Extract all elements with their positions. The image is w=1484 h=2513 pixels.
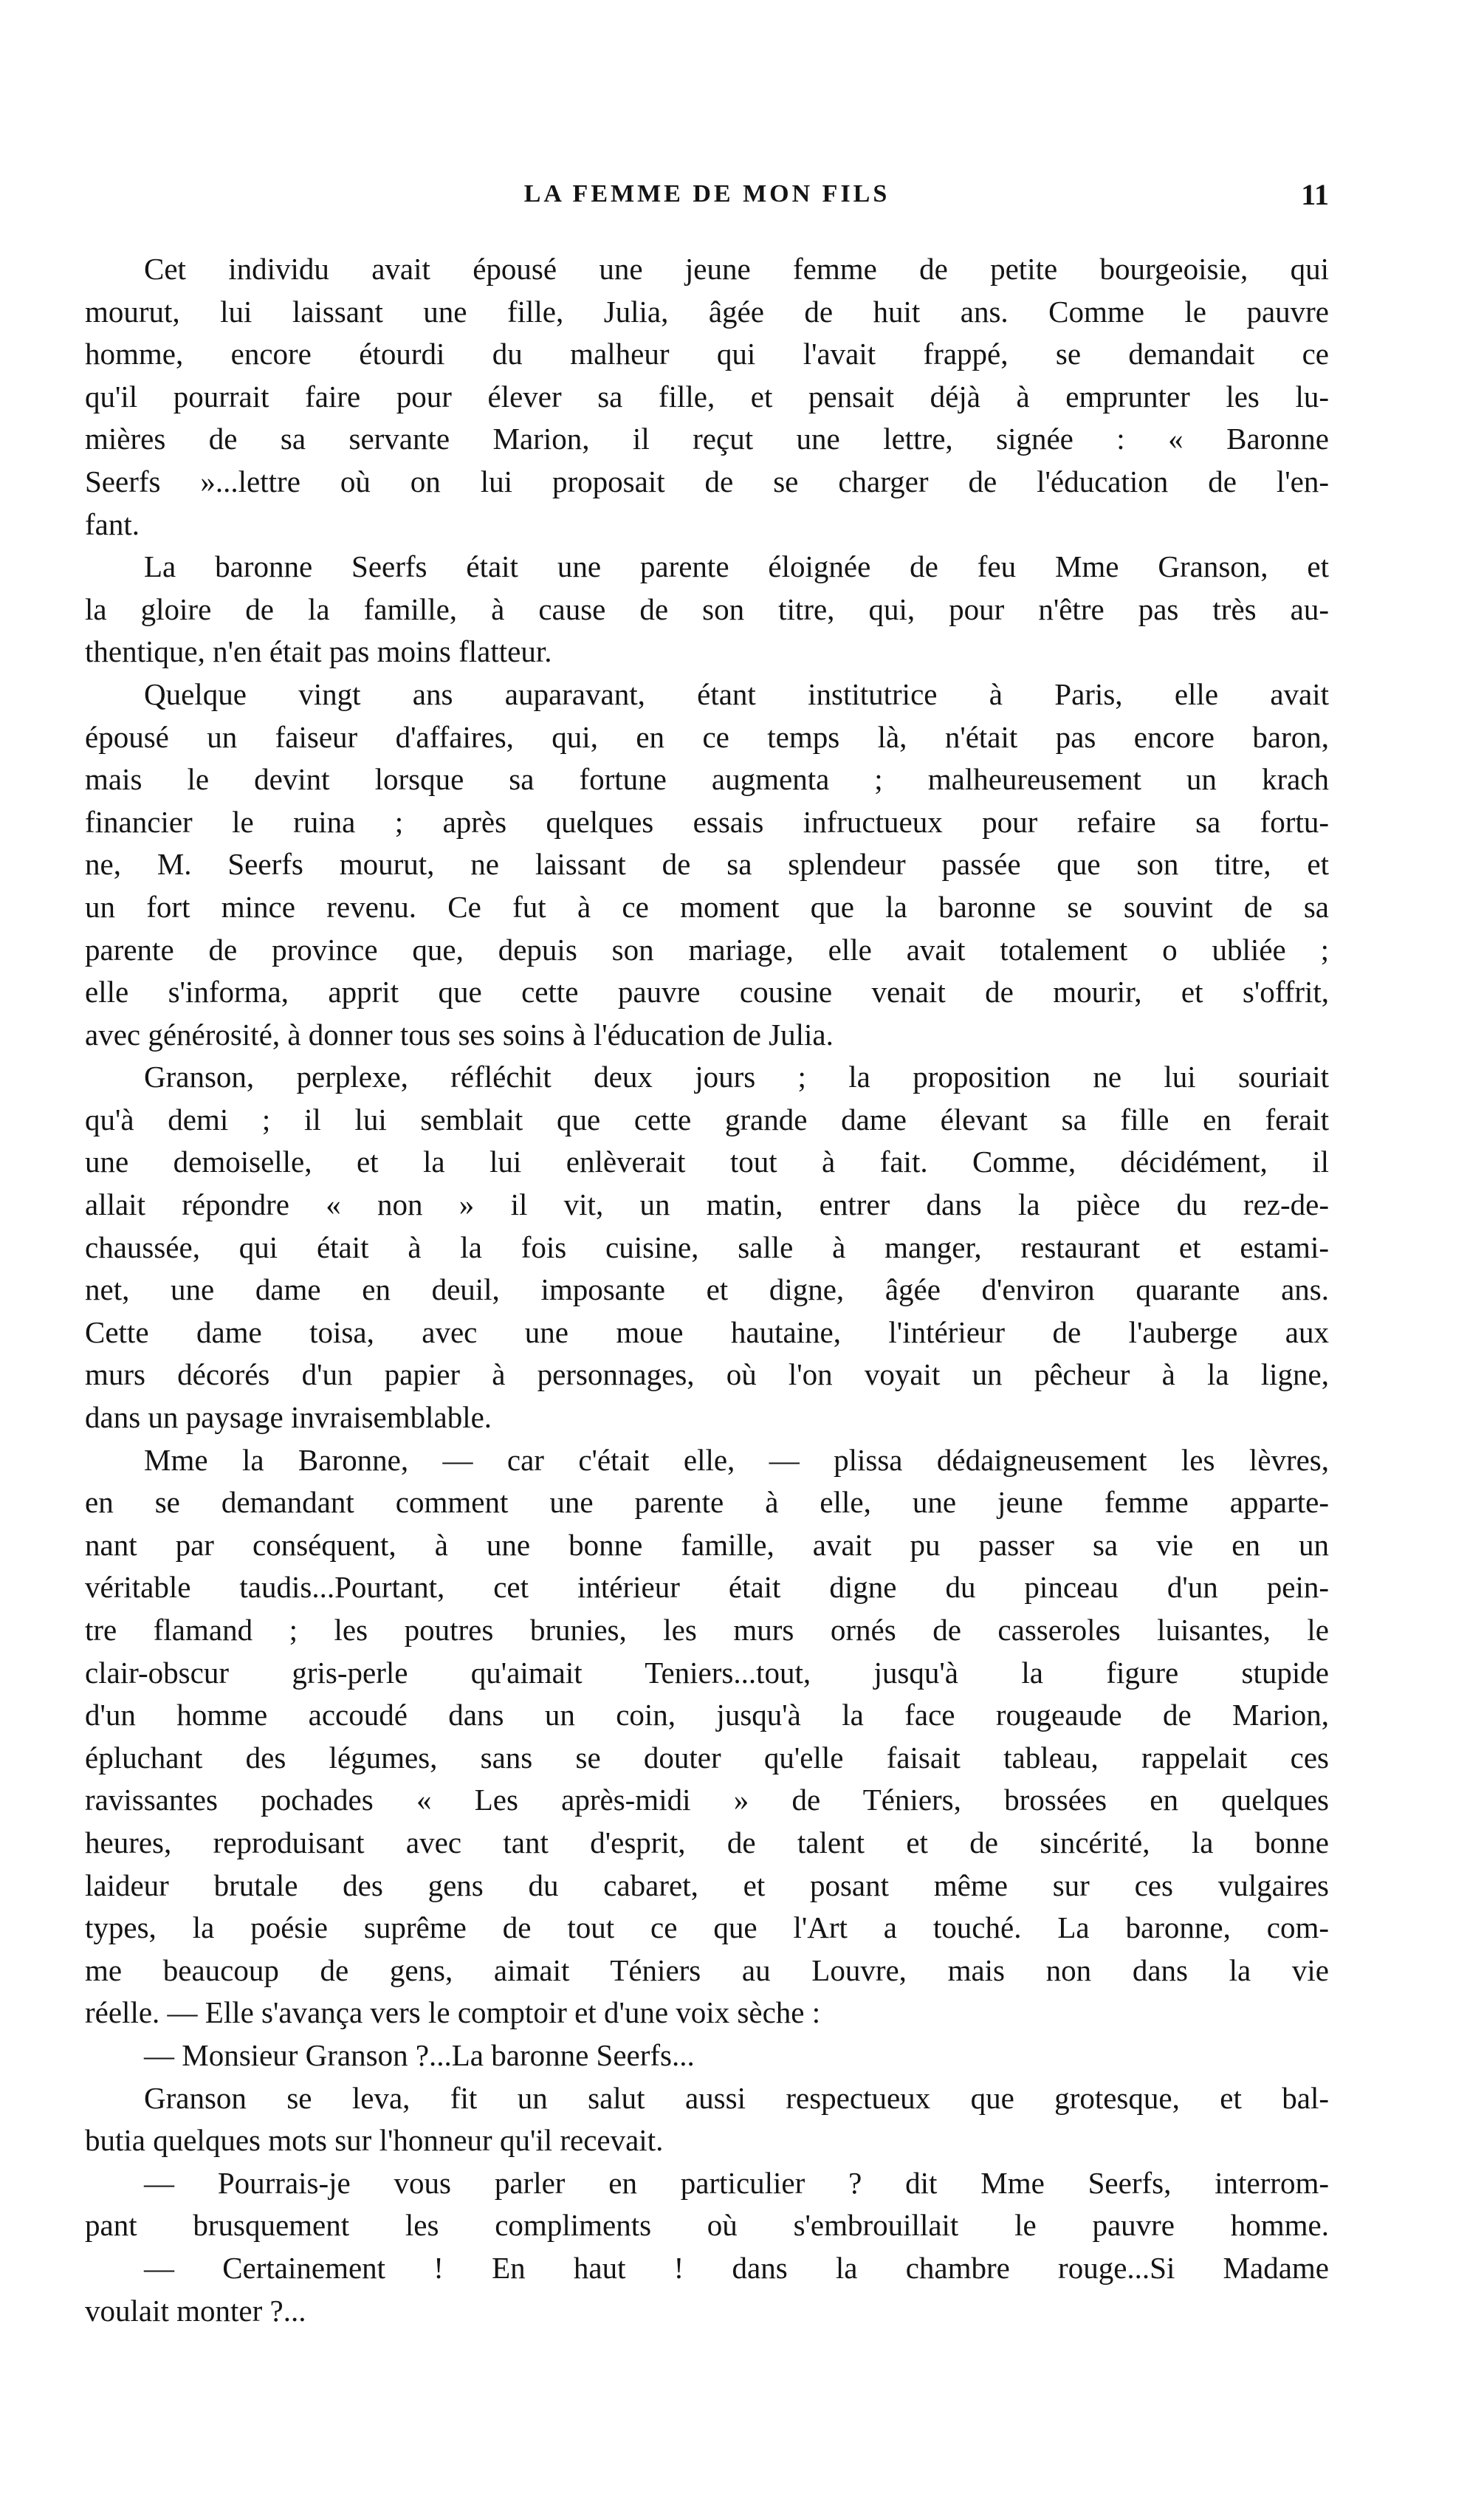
- text-line: nant par conséquent, à une bonne famille, avait pu passer sa vie en un: [85, 1527, 1329, 1562]
- text-line: Mme la Baronne, — car c'était elle, — plissa dédaigneusement les lèvres,: [144, 1442, 1329, 1477]
- body-text: [85, 248, 1329, 2332]
- text-line: ravissantes pochades « Les après-midi » de Téniers, brossées en quelques: [85, 1783, 1329, 1817]
- text-line: fant.: [85, 507, 140, 541]
- text-line: me beaucoup de gens, aimait Téniers au Louvre, mais non dans la vie: [85, 1953, 1329, 1987]
- page-number: 11: [1301, 178, 1329, 211]
- text-line: la gloire de la famille, à cause de son titre, qui, pour n'être pas très au-: [85, 592, 1329, 626]
- text-line: véritable taudis...Pourtant, cet intérieur était digne du pinceau d'un pein-: [85, 1570, 1329, 1605]
- text-line: Granson se leva, fit un salut aussi respectueux que grotesque, et bal-: [144, 2080, 1329, 2115]
- text-line: Quelque vingt ans auparavant, étant institutrice à Paris, elle avait: [144, 676, 1329, 711]
- text-line: mourut, lui laissant une fille, Julia, âgée de huit ans. Comme le pauvre: [85, 294, 1329, 329]
- running-title: LA FEMME DE MON FILS: [523, 180, 890, 208]
- text-line: dans un paysage invraisemblable.: [85, 1400, 492, 1435]
- text-line: allait répondre « non » il vit, un matin, entrer dans la pièce du rez-de-: [85, 1187, 1329, 1222]
- text-line: épousé un faiseur d'affaires, qui, en ce temps là, n'était pas encore baron,: [85, 719, 1329, 754]
- text-line: homme, encore étourdi du malheur qui l'avait frappé, se demandait ce: [85, 337, 1329, 371]
- text-line: Seerfs »...lettre où on lui proposait de se charger de l'éducation de l'en-: [85, 464, 1329, 498]
- text-line: qu'à demi ; il lui semblait que cette grande dame élevant sa fille en ferait: [85, 1102, 1329, 1136]
- text-line: — Certainement ! En haut ! dans la chambre rouge...Si Madame: [144, 2250, 1329, 2285]
- text-line: — Pourrais-je vous parler en particulier ? dit Mme Seerfs, interrom-: [144, 2165, 1329, 2200]
- text-line: La baronne Seerfs était une parente éloignée de feu Mme Granson, et: [144, 549, 1329, 584]
- text-line: une demoiselle, et la lui enlèverait tout à fait. Comme, décidément, il: [85, 1145, 1329, 1179]
- text-line: un fort mince revenu. Ce fut à ce moment que la baronne se souvint de sa: [85, 889, 1329, 924]
- text-line: — Monsieur Granson ?...La baronne Seerfs...: [144, 2037, 695, 2072]
- text-line: elle s'informa, apprit que cette pauvre cousine venait de mourir, et s'offrit,: [85, 975, 1329, 1009]
- text-line: Cette dame toisa, avec une moue hautaine, l'intérieur de l'auberge aux: [85, 1314, 1329, 1349]
- text-line: parente de province que, depuis son mariage, elle avait totalement o ubliée ;: [85, 932, 1329, 967]
- text-line: voulait monter ?...: [85, 2293, 306, 2328]
- text-line: clair-obscur gris-perle qu'aimait Teniers...tout, jusqu'à la figure stupide: [85, 1655, 1329, 1690]
- text-line: heures, reproduisant avec tant d'esprit, de talent et de sincérité, la bonne: [85, 1825, 1329, 1859]
- text-line: qu'il pourrait faire pour élever sa fille, et pensait déjà à emprunter les lu-: [85, 379, 1329, 414]
- text-line: Granson, perplexe, réfléchit deux jours ; la proposition ne lui souriait: [144, 1060, 1329, 1094]
- text-line: mières de sa servante Marion, il reçut une lettre, signée : « Baronne: [85, 422, 1329, 456]
- text-line: tre flamand ; les poutres brunies, les murs ornés de casseroles luisantes, le: [85, 1613, 1329, 1647]
- text-line: pant brusquement les compliments où s'embrouillait le pauvre homme.: [85, 2208, 1329, 2243]
- text-line: mais le devint lorsque sa fortune augmenta ; malheureusement un krach: [85, 762, 1329, 797]
- text-line: types, la poésie suprême de tout ce que l'Art a touché. La baronne, com-: [85, 1910, 1329, 1945]
- text-line: murs décorés d'un papier à personnages, où l'on voyait un pêcheur à la ligne,: [85, 1357, 1329, 1392]
- text-line: thentique, n'en était pas moins flatteur.: [85, 634, 552, 669]
- text-line: épluchant des légumes, sans se douter qu'elle faisait tableau, rappelait ces: [85, 1740, 1329, 1775]
- text-line: net, une dame en deuil, imposante et digne, âgée d'environ quarante ans.: [85, 1272, 1329, 1307]
- text-line: en se demandant comment une parente à elle, une jeune femme apparte-: [85, 1485, 1329, 1520]
- text-line: ne, M. Seerfs mourut, ne laissant de sa splendeur passée que son titre, et: [85, 847, 1329, 882]
- text-line: réelle. — Elle s'avança vers le comptoir et d'une voix sèche :: [85, 1995, 821, 2030]
- text-line: Cet individu avait épousé une jeune femme de petite bourgeoisie, qui: [144, 252, 1329, 286]
- text-line: financier le ruina ; après quelques essais infructueux pour refaire sa fortu-: [85, 804, 1329, 839]
- text-line: chaussée, qui était à la fois cuisine, salle à manger, restaurant et estami-: [85, 1230, 1329, 1264]
- text-line: butia quelques mots sur l'honneur qu'il recevait.: [85, 2123, 664, 2158]
- page-header: [85, 180, 1329, 217]
- text-line: laideur brutale des gens du cabaret, et posant même sur ces vulgaires: [85, 1868, 1329, 1902]
- text-line: avec générosité, à donner tous ses soins à l'éducation de Julia.: [85, 1017, 834, 1052]
- text-line: d'un homme accoudé dans un coin, jusqu'à la face rougeaude de Marion,: [85, 1698, 1329, 1732]
